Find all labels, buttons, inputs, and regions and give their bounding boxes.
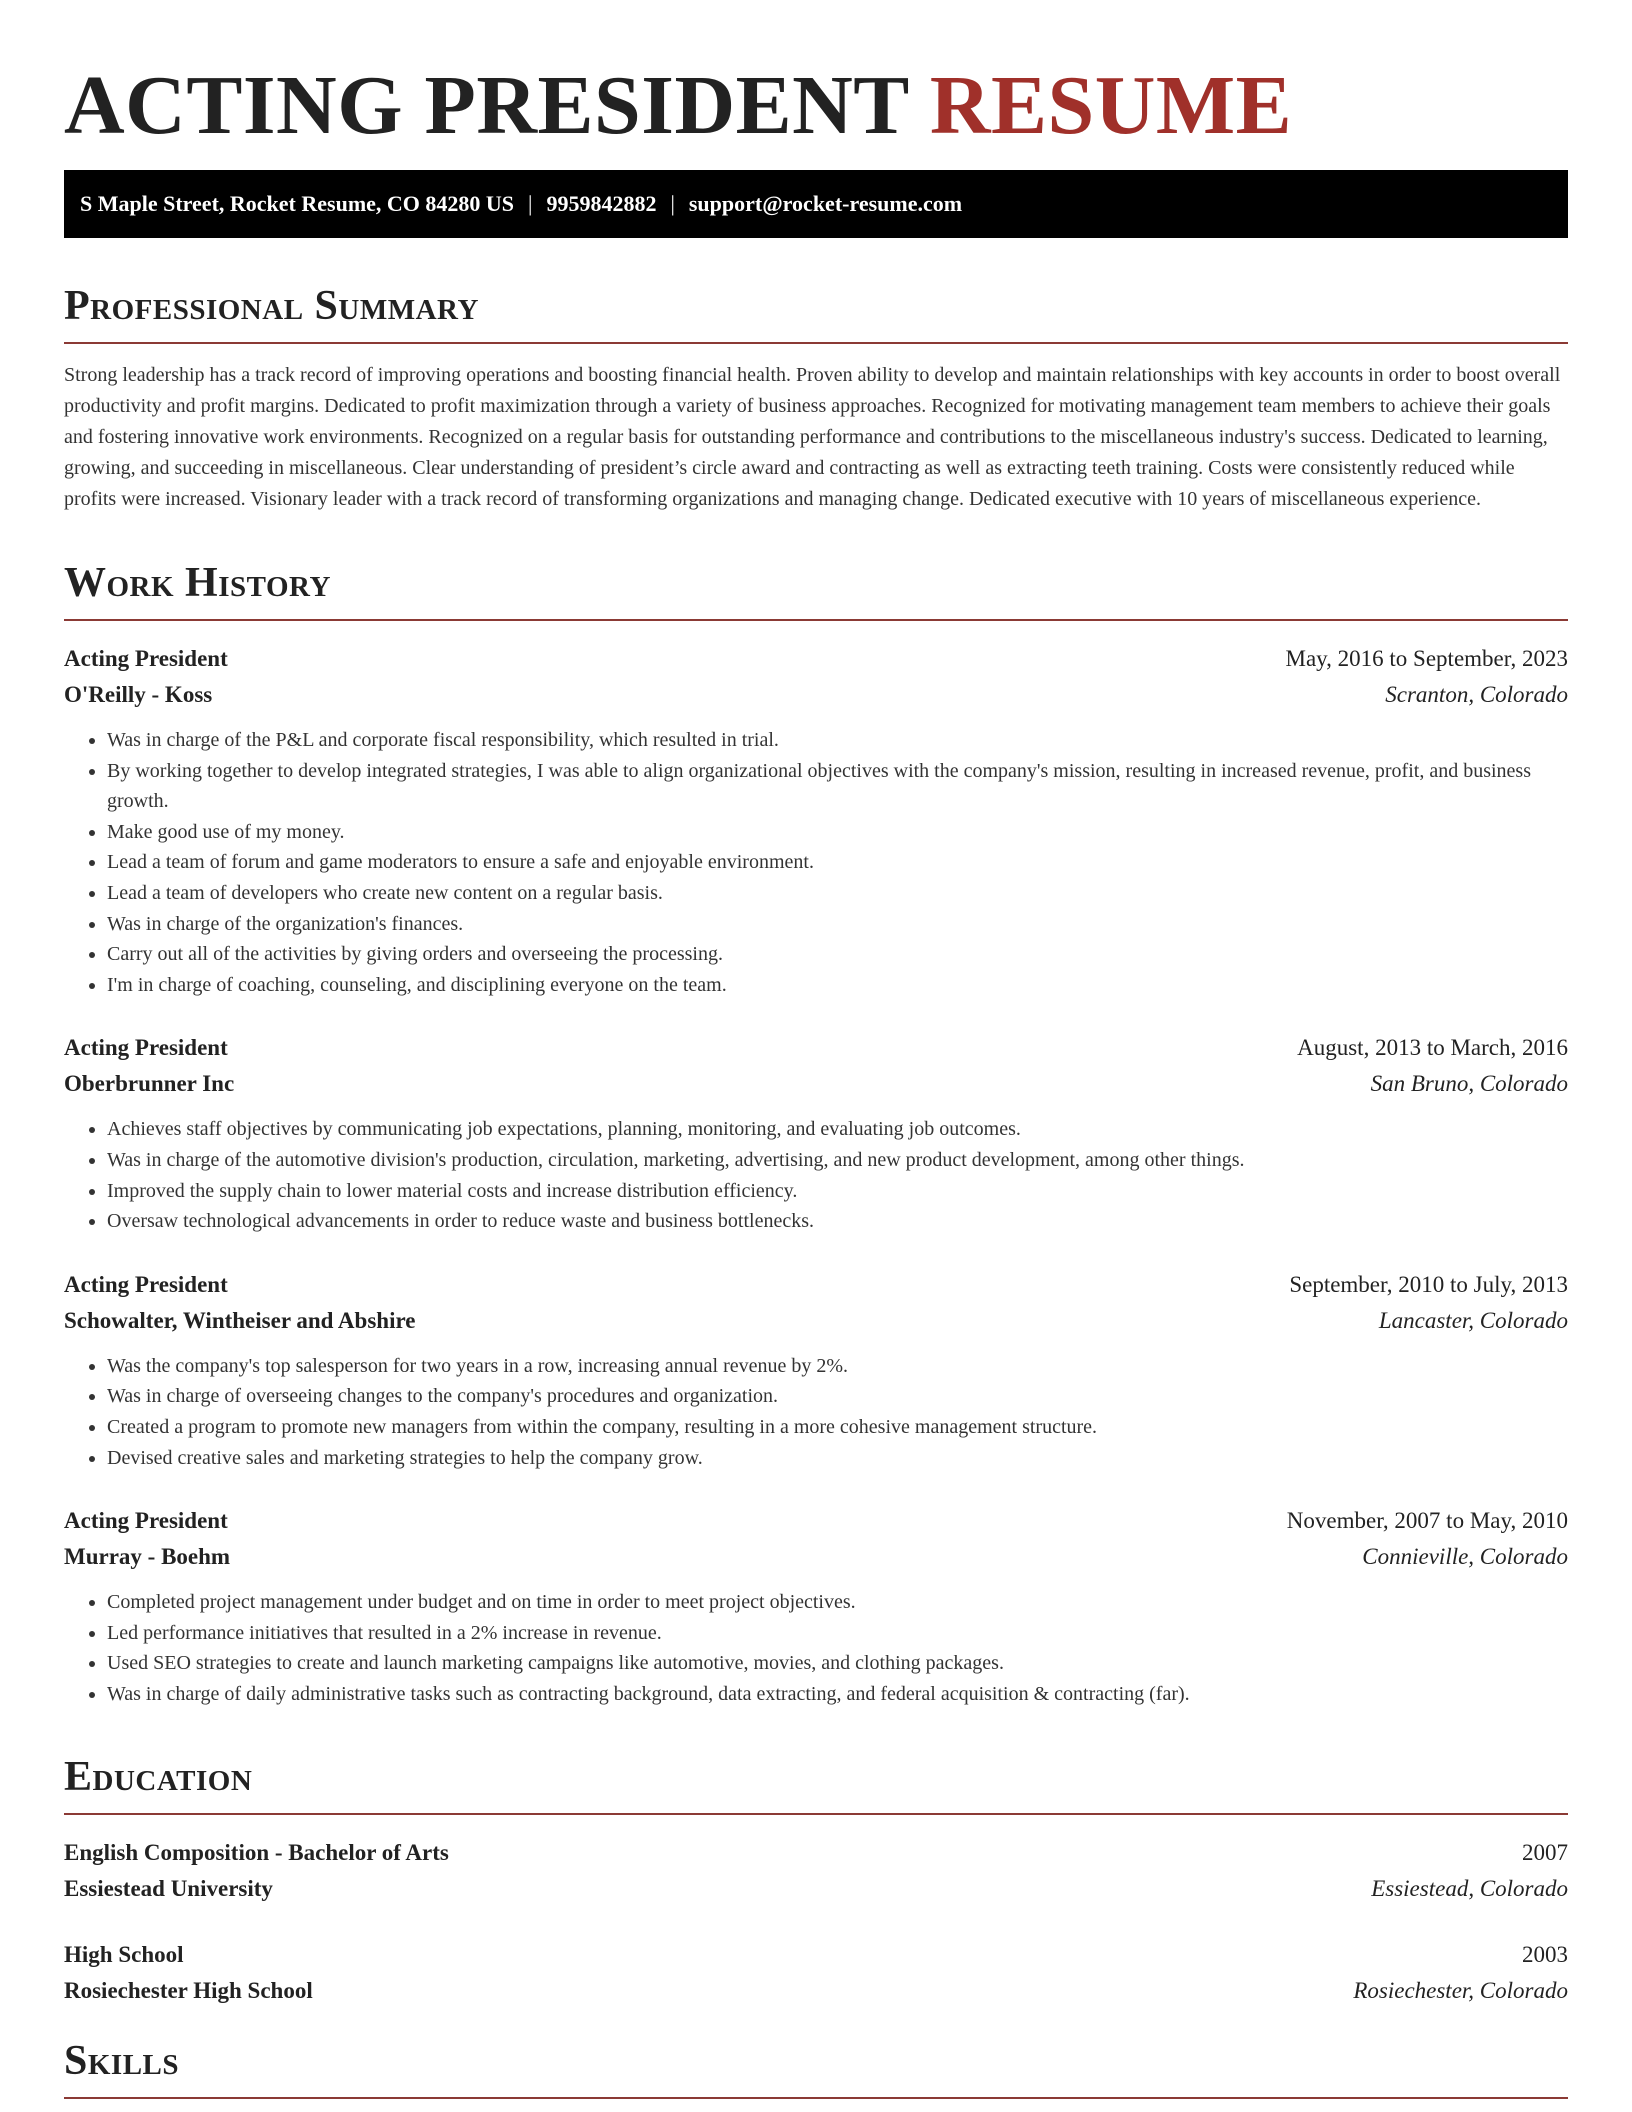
job-location: San Bruno, Colorado [1370,1071,1568,1097]
job-company: Schowalter, Wintheiser and Abshire [64,1307,416,1333]
job-bullet: • Oversaw technological advancements in order to reduce waste and business bottlenecks. [107,1206,1568,1237]
education-entry [64,1835,1568,1907]
job-title: Acting President [64,1508,228,1534]
summary-heading: Professional Summary [64,282,1568,344]
job-company: Oberbrunner Inc [64,1071,235,1097]
education-entry [64,1937,1568,2009]
job-company-row [64,1066,1568,1102]
job-entry [64,1030,1568,1236]
summary-text: Strong leadership has a track record of improving operations and boosting financial health. Proven ability to develop and maintain relationships with key accounts in order to boost overall productivity and profit margins. Dedicated to profit maximization through a variety of business approaches. Recognized for motivating management team members to achieve their goals and fostering innovative work environments. Recognized on a regular basis for outstanding performance and contributions to the miscellaneous industry's success. Dedicated to learning, growing, and succeeding in miscellaneous. Clear understanding of president’s circle award and contracting as well as extracting teeth training. Costs were consistently reduced while profits were increased. Visionary leader with a track record of transforming organizations and managing change. Dedicated executive with 10 years of miscellaneous experience. [64,364,1561,510]
job-location: Lancaster, Colorado [1378,1307,1568,1333]
contact-bar [64,170,1568,238]
job-company-row [64,677,1568,713]
job-header-row [64,1503,1568,1539]
education-location: Rosiechester, Colorado [1353,1978,1568,2004]
job-bullet: • Was in charge of the organization's finances. [107,909,1568,940]
education-degree: English Composition - Bachelor of Arts [64,1840,449,1866]
job-bullet: • Make good use of my money. [107,817,1568,848]
contact-email[interactable]: support@rocket-resume.com [688,191,963,216]
skills-heading: Skills [64,2037,1568,2099]
contact-separator: | [670,191,675,216]
job-entry [64,1503,1568,1709]
job-bullet: • Improved the supply chain to lower material costs and increase distribution efficiency. [107,1176,1568,1207]
education-degree: High School [64,1942,184,1968]
work-history-heading: Work History [64,559,1568,621]
education-location: Essiestead, Colorado [1371,1876,1568,1902]
education-school: Essiestead University [64,1876,273,1902]
job-bullet: • Created a program to promote new managers from within the company, resulting in a more cohesive management structure. [107,1412,1568,1443]
education-degree-row [64,1835,1568,1871]
job-entry [64,1267,1568,1473]
job-bullet: • Completed project management under budget and on time in order to meet project objectives. [107,1587,1568,1618]
job-dates: August, 2013 to March, 2016 [1297,1035,1568,1061]
job-company: O'Reilly - Koss [64,682,213,707]
education-school-row [64,1871,1568,1907]
job-entry [64,641,1568,1000]
job-bullet: • Was in charge of daily administrative tasks such as contracting background, data extracting, and federal acquisition & contracting (far). [107,1679,1568,1710]
education-degree-row [64,1937,1568,1973]
resume-title [64,58,1568,154]
job-bullet: • Devised creative sales and marketing strategies to help the company grow. [107,1443,1568,1474]
job-title: Acting President [64,1035,228,1061]
job-bullet: • Carry out all of the activities by giving orders and overseeing the processing. [107,939,1568,970]
job-bullet: • By working together to develop integrated strategies, I was able to align organizational objectives with the company's mission, resulting in increased revenue, profit, and business growth. [107,756,1568,817]
job-location: Connieville, Colorado [1362,1544,1568,1570]
job-bullet: • Used SEO strategies to create and launch marketing campaigns like automotive, movies, and clothing packages. [107,1648,1568,1679]
job-company-row [64,1303,1568,1339]
job-dates: November, 2007 to May, 2010 [1286,1508,1568,1534]
education-year: 2003 [1522,1942,1568,1968]
title-accent: RESUME [929,59,1293,152]
job-header-row [64,1030,1568,1066]
job-bullets [64,1351,1568,1473]
job-header-row [64,1267,1568,1303]
education-heading: Education [64,1753,1568,1815]
job-bullets [64,1587,1568,1709]
job-bullet: • I'm in charge of coaching, counseling, and disciplining everyone on the team. [107,970,1568,1001]
job-bullets [64,1114,1568,1236]
job-company-row [64,1539,1568,1575]
education-school-row [64,1973,1568,2009]
job-bullet: • Was in charge of the automotive division's production, circulation, marketing, advertising, and new product development, among other things. [107,1145,1568,1176]
job-header-row [64,641,1568,677]
contact-address: S Maple Street, Rocket Resume, CO 84280 US [80,191,515,216]
job-bullet: • Was in charge of the P&L and corporate fiscal responsibility, which resulted in trial. [107,725,1568,756]
job-bullet: • Lead a team of forum and game moderators to ensure a safe and enjoyable environment. [107,847,1568,878]
title-main: ACTING PRESIDENT [64,59,909,152]
education-year: 2007 [1522,1840,1568,1866]
contact-separator: | [528,191,533,216]
job-dates: September, 2010 to July, 2013 [1289,1271,1568,1297]
job-bullet: • Was the company's top salesperson for two years in a row, increasing annual revenue by 2%. [107,1351,1568,1382]
job-dates: May, 2016 to September, 2023 [1285,646,1568,671]
job-company: Murray - Boehm [64,1544,231,1570]
job-bullet: • Achieves staff objectives by communicating job expectations, planning, monitoring, and evaluating job outcomes. [107,1114,1568,1145]
job-location: Scranton, Colorado [1385,682,1568,707]
work-history-list [64,641,1568,1709]
education-school: Rosiechester High School [64,1978,313,2004]
job-bullet: • Lead a team of developers who create new content on a regular basis. [107,878,1568,909]
contact-phone[interactable]: 9959842882 [546,191,657,216]
job-bullet: • Was in charge of overseeing changes to the company's procedures and organization. [107,1381,1568,1412]
job-title: Acting President [64,646,228,671]
education-list [64,1835,1568,2009]
job-title: Acting President [64,1271,228,1297]
job-bullet: • Led performance initiatives that resulted in a 2% increase in revenue. [107,1618,1568,1649]
job-bullets [64,725,1568,1000]
